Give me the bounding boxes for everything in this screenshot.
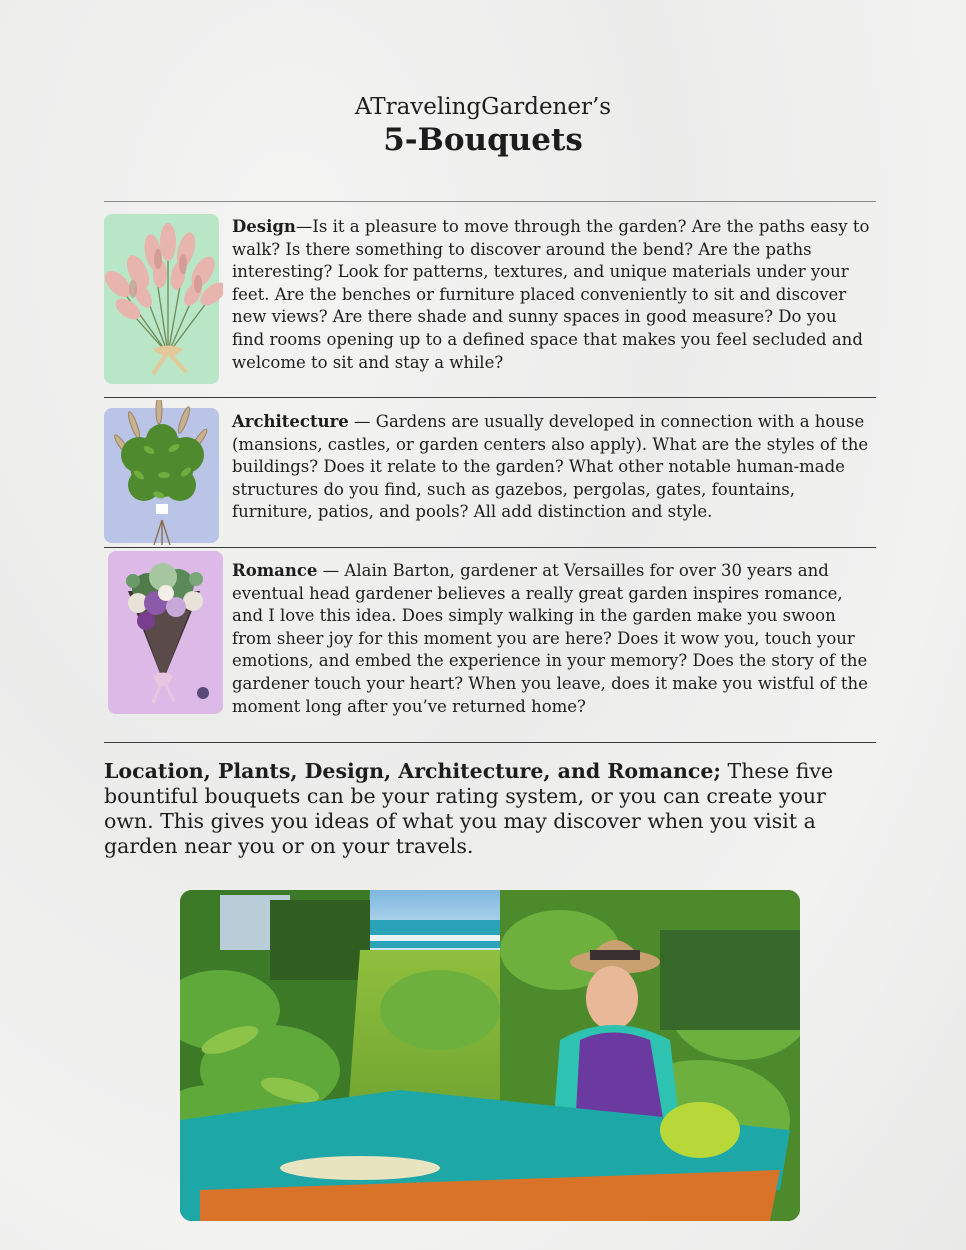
- section-design: [104, 214, 876, 386]
- section-heading: Architecture: [232, 412, 349, 431]
- separator: —: [317, 561, 345, 580]
- summary-paragraph: [104, 759, 874, 859]
- divider: [104, 397, 876, 398]
- page-title: 5-Bouquets: [383, 122, 583, 158]
- separator: —: [348, 412, 376, 431]
- separator: —: [295, 217, 313, 236]
- section-body: Is it a pleasure to move through the garden? Are the paths easy to walk? Is there something to discover around the bend? Are the paths interesting? Look for patterns, textures, and unique materials under your feet. Are the benches or furniture placed conveniently to sit and discover new views? Are there shade and sunny spaces in good measure? Do you find rooms opening up to a defined space that makes you feel secluded and welcome to sit and stay a while?: [232, 217, 870, 372]
- pink-bouquet-icon: [104, 214, 219, 384]
- section-romance: [104, 551, 876, 721]
- section-heading: Romance: [232, 561, 318, 580]
- summary-bold: Location, Plants, Design, Architecture, and Romance;: [104, 759, 722, 783]
- section-text: [232, 560, 872, 718]
- section-text: [232, 216, 872, 374]
- divider: [104, 201, 876, 202]
- section-text: [232, 411, 872, 524]
- wrapped-bouquet-icon: [108, 551, 223, 714]
- section-body: Alain Barton, gardener at Versailles for over 30 years and eventual head gardener believes a really great garden inspires romance, and I love this idea. Does simply walking in the garden make you swoon from sheer joy for this moment you are here? Does it wow you, touch your emotions, and embed the experience in your memory? Does the story of the gardener touch your heart? When you leave, does it make you wistful of the moment long after you’ve returned home?: [232, 561, 868, 716]
- summary-text: These five bountiful bouquets can be your rating system, or you can create your own. This gives you ideas of what you may discover when you visit a garden near you or on your travels.: [104, 759, 834, 858]
- section-heading: Design: [232, 217, 296, 236]
- page-subtitle: ATravelingGardener’s: [354, 94, 612, 120]
- section-body: Gardens are usually developed in connection with a house (mansions, castles, or garden centers also apply). What are the styles of the buildings? Does it relate to the garden? What other notable human-made structures do you find, such as gazebos, pergolas, gates, fountains, furniture, patios, and pools? All add distinction and style.: [232, 412, 869, 522]
- green-bouquet-icon: [104, 408, 219, 543]
- garden-photo: [180, 890, 800, 1221]
- divider: [104, 547, 876, 548]
- divider: [104, 742, 876, 743]
- page-header: [0, 92, 966, 158]
- section-architecture: [104, 405, 876, 545]
